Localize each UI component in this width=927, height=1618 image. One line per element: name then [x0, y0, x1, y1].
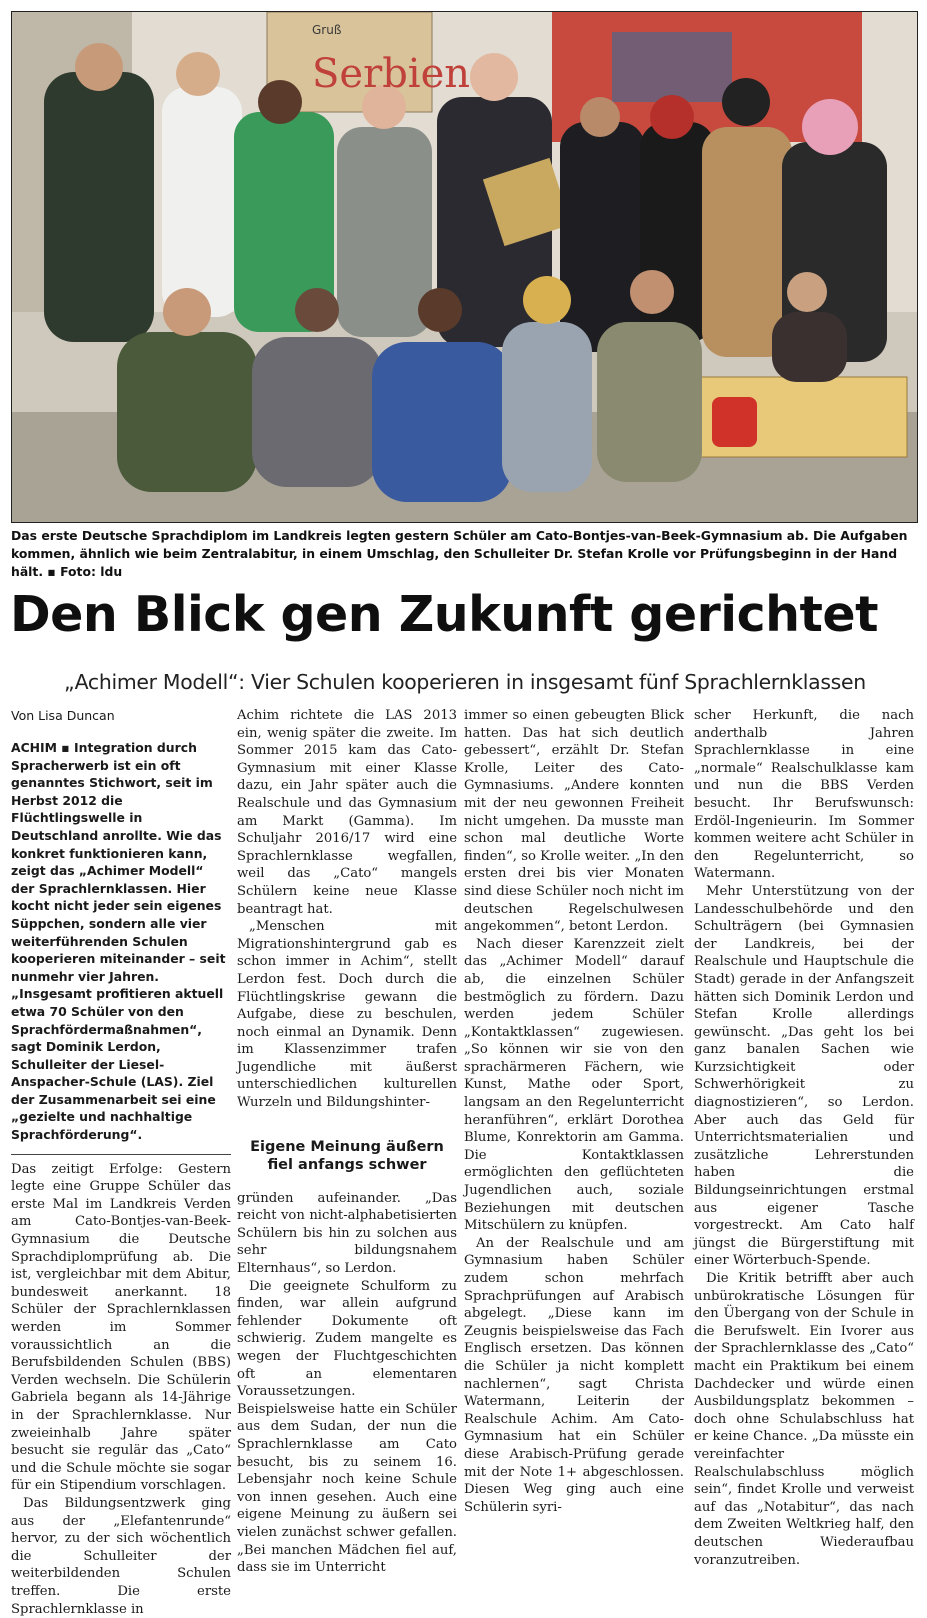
column-4 — [694, 707, 914, 1569]
byline: Von Lisa Duncan — [11, 708, 115, 723]
column-2 — [237, 707, 457, 1577]
article-headline: Den Blick gen Zukunft gerichtet — [10, 586, 879, 643]
col1-paragraph: Das Bildungsentzwerk ging aus der „Elefantenrunde“ hervor, zu der sich wöchentlich die Schulleiter der weiterbildenden Schulen treffen. Die erste Sprachlernklasse in — [11, 1495, 231, 1617]
article-photo — [11, 11, 918, 523]
column-3 — [464, 707, 684, 1516]
intro-divider — [11, 1154, 231, 1155]
col4-paragraph: scher Herkunft, die nach anderthalb Jahren Sprachlernklasse in eine „normale“ Realschulklasse kam und nun die BBS Verden besucht. Ihr Berufswunsch: Erdöl-Ingenieurin. Im Sommer kommen weitere acht Schüler in den Regelunterricht, so Watermann. — [694, 708, 914, 882]
col2-paragraph: „Menschen mit Migrationshintergrund gab es schon immer in Achim“, stellt Lerdon fest. Doch durch die Flüchtlingskrise gewann die Aufgabe, diese zu beschulen, noch einmal an Dynamik. Denn im Klassenzimmer trafen Jugendliche mit äußerst unterschiedlichen kulturellen Wurzeln und Bildungshinter- — [237, 919, 457, 1111]
poster-text: Serbien — [312, 51, 471, 97]
col2-paragraph: gründen aufeinander. „Das reicht von nicht-alphabetisierten Schülern bis hin zu solchen aus sehr bildungsnahem Elternhaus“, so Lerdon. — [237, 1190, 457, 1277]
col3-paragraph: An der Realschule und am Gymnasium haben Schüler zudem schon mehrfach Sprachprüfungen auf Arabisch abgelegt. „Diese kann im Zeugnis beispielsweise das Fach Englisch ersetzen. Das können die Schüler ja nicht komplett nachlernen“, sagt Christa Watermann, Leiterin der Realschule Achim. Am Cato-Gymnasium hat ein Schüler diese Arabisch-Prüfung gerade mit der Note 1+ abgeschlossen. Diesen Weg ging auch eine Schülerin syri- — [464, 1235, 684, 1515]
section-subtitle: Eigene Meinung äußern fiel anfangs schwer — [250, 1138, 444, 1173]
col2-paragraph: Achim richtete die LAS 2013 ein, wenig später die zweite. Im Sommer 2015 kam das Cato-Gymnasium mit einer Klasse dazu, ein Jahr später auch die Realschule und das Gymnasium am Markt (Gamma). Im Schuljahr 2016/17 wird eine Sprachlernklasse wegfallen, weil das „Cato“ mangels Schülern keine neue Klasse beantragt hat. — [237, 708, 457, 917]
column-1 — [11, 707, 231, 1618]
group-photo-icon — [12, 12, 917, 522]
col4-paragraph: Die Kritik betrifft aber auch unbürokratische Lösungen für den Übergang von der Schule in die Berufswelt. Ein Ivorer aus der Sprachlernklasse des „Cato“ macht ein Praktikum bei einem Dachdecker und würde einen Ausbildungsplatz bekommen – doch ohne Schulabschluss hat er keine Chance. „Da müsste ein vereinfachter Realschulabschluss möglich sein“, findet Krolle und verweist auf das „Notabitur“, das nach dem Zweiten Weltkrieg half, den deutschen Wiederaufbau voranzutreiben. — [694, 1271, 914, 1568]
col4-paragraph: Mehr Unterstützung von der Landesschulbehörde und den Schulträgern (bei Gymnasien der Landkreis, bei der Realschule und Hauptschule die Stadt) gerade in der Anfangszeit hätten sich Dominik Lerdon und Stefan Krolle allerdings gewünscht. „Das geht los bei ganz banalen Sachen wie Kurzsichtigkeit oder Schwerhörigkeit zu diagnostizieren“, so Lerdon. Aber auch das Geld für Unterrichtsmaterialien und zusätzliche Lehrerstunden haben die Bildungseinrichtungen erstmal aus eigener Tasche vorgestreckt. Am Cato half jüngst die Bürgerstiftung mit einer Wörterbuch-Spende. — [694, 883, 914, 1269]
col1-paragraph: Das zeitigt Erfolge: Gestern legte eine Gruppe Schüler das erste Mal im Landkreis Verden am Cato-Bontjes-van-Beek-Gymnasium die Deutsche Sprachdiplomprüfung ab. Die ist, vergleichbar mit dem Abitur, bundesweit anerkannt. 18 Schüler der Sprachlernklassen werden im Sommer voraussichtlich an die Berufsbildenden Schulen (BBS) Verden wechseln. Die Schülerin Gabriela begann als 14-Jährige in der Sprachlernklasse. Nur zweieinhalb Jahre später besucht sie regulär das „Cato“ und die Schule möchte sie sogar für ein Stipendium vorschlagen. — [11, 1161, 231, 1494]
col3-paragraph: Nach dieser Karenzzeit zielt das „Achimer Modell“ darauf ab, die einzelnen Schüler bestmöglich zu fördern. Dazu werden jedem Schüler „Kontaktklassen“ zugewiesen. „So können wir sie von den sprachärmeren Fächern, wie Kunst, Mathe oder Sport, langsam an den Regelunterricht heranführen“, erklärt Dorothea Blume, Konrektorin am Gamma. Die Kontaktklassen ermöglichten den geflüchteten Jugendlichen auch, soziale Beziehungen mit deutschen Mitschülern zu knüpfen. — [464, 936, 684, 1234]
col2-paragraph: Die geeignete Schulform zu finden, war allein aufgrund fehlender Dokumente oft schwierig. Zudem mangelte es wegen der Fluchtgeschichten oft an elementaren Voraussetzungen. Beispielsweise hatte ein Schüler aus dem Sudan, der nun die Sprachlernklasse am Cato besucht, bis zu seinem 16. Lebensjahr noch keine Schule von innen gesehen. Auch eine eigene Meinung zu äußern sei vielen zunächst schwer gefallen. „Bei manchen Mädchen fiel auf, dass sie im Unterricht — [237, 1278, 457, 1576]
article-subhead: „Achimer Modell“: Vier Schulen kooperieren in insgesamt fünf Sprachlernklassen — [64, 670, 866, 694]
col3-paragraph: immer so einen gebeugten Blick hatten. Das hat sich deutlich gebessert“, erzählt Dr. Stefan Krolle, Leiter des Cato-Gymnasiums. „Andere konnten mit der neu gewonnen Freiheit nicht umgehen. Da musste man schon mal deutliche Worte finden“, so Krolle weiter. „In den ersten drei bis vier Monaten sind diese Schüler noch nicht im deutschen Regelschulwesen angekommen“, betont Lerdon. — [464, 708, 684, 935]
photo-caption: Das erste Deutsche Sprachdiplom im Landkreis legten gestern Schüler am Cato-Bontjes-van-Beek-Gymnasium ab. Die Aufgaben kommen, ähnlich wie beim Zentralabitur, in einem Umschlag, den Schulleiter Dr. Stefan Krolle vor Prüfungsbeginn in der Hand hält. ▪ Foto: ldu — [11, 528, 908, 579]
intro-paragraph: ACHIM ▪ Integration durch Spracherwerb ist ein oft genanntes Stichwort, seit im Herbst 2012 die Flüchtlingswelle in Deutschland anrollte. Wie das konkret funktionieren kann, zeigt das „Achimer Modell“ der Sprachlernklassen. Hier kocht nicht jeder sein eigenes Süppchen, sondern alle vier weiterführenden Schulen kooperieren miteinander – seit nunmehr vier Jahren. „Insgesamt profitieren aktuell etwa 70 Schüler von den Sprachfördermaßnahmen“, sagt Dominik Lerdon, Schulleiter der Liesel-Anspacher-Schule (LAS). Ziel der Zusammenarbeit sei eine „gezielte und nachhaltige Sprachförderung“. — [11, 740, 226, 1143]
poster-small-text: Gruß — [312, 23, 342, 37]
